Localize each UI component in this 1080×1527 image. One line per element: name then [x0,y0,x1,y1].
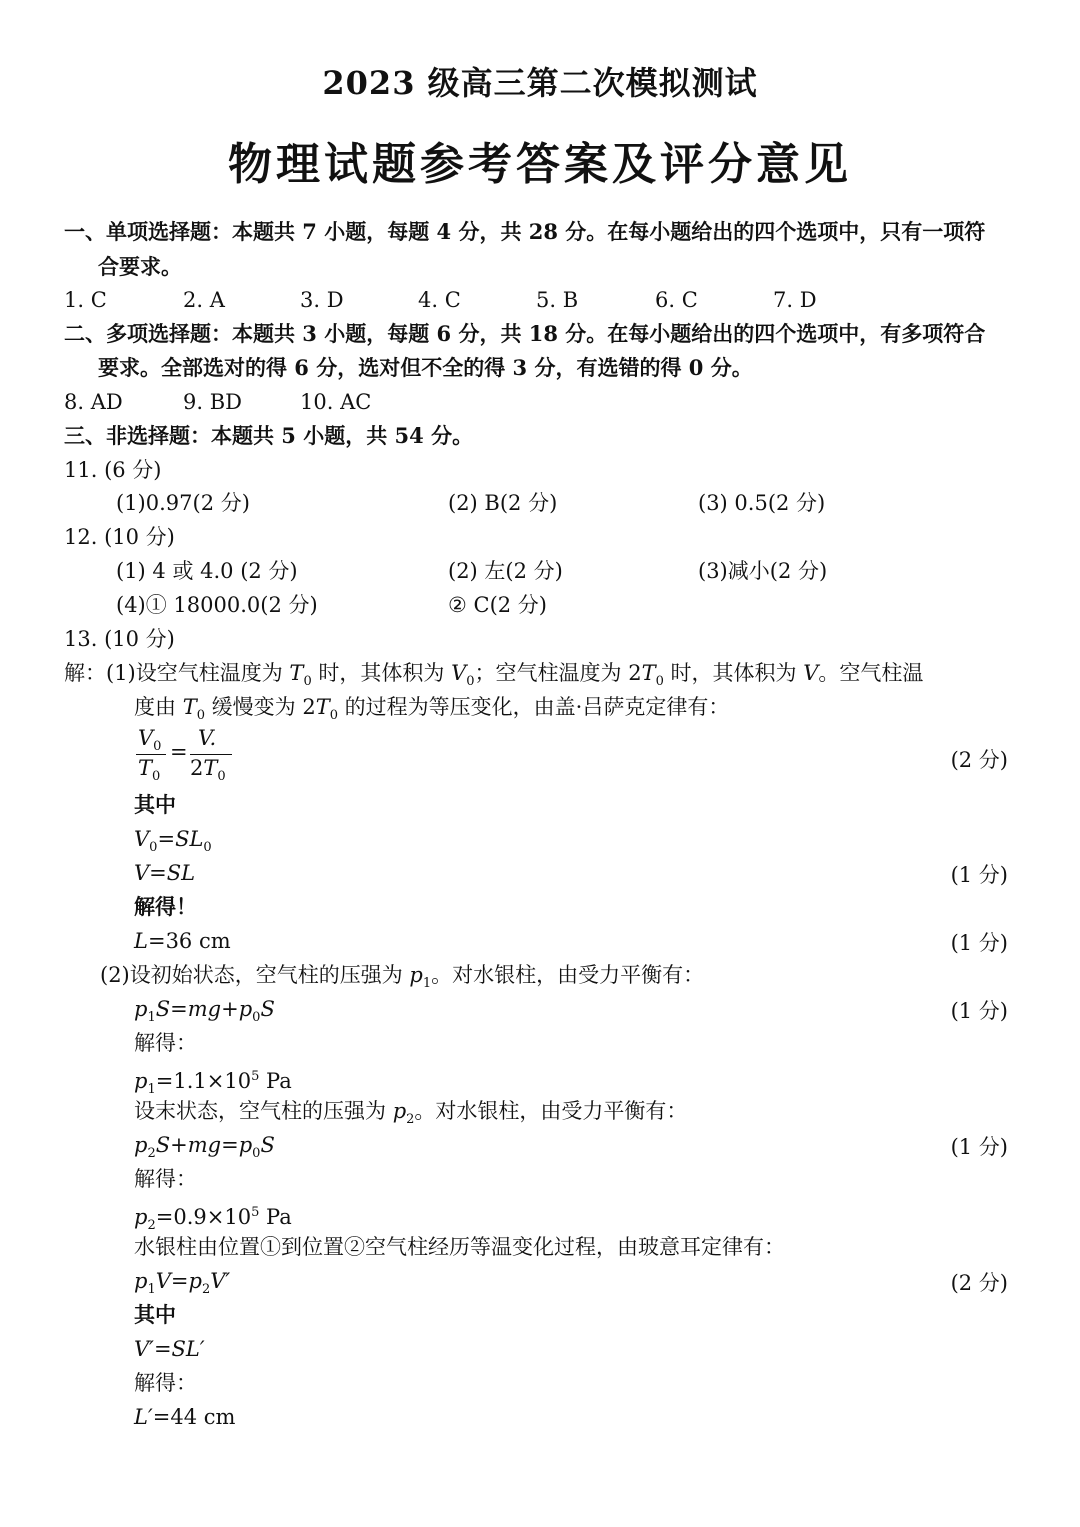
answer-6: 6. C [655,288,698,312]
eq-vprime: V′=SL′ [134,1337,205,1361]
question-11-heading: 11. (6 分) [64,458,162,482]
eq-p1: $p_1=1.1\times 10^5$ Pa [134,1069,292,1098]
q13-boyle-line: 水银柱由位置①到位置②空气柱经历等温变化过程，由玻意耳定律有： [134,1235,785,1259]
section1-heading-line1: 一、单项选择题：本题共 7 小题，每题 4 分，共 28 分。在每小题给出的四个选项中，只有一项符 [64,219,986,244]
q13-qizhong-1: 其中 [134,792,176,817]
score-v: (1 分) [950,863,1008,887]
question-13-heading: 13. (10 分) [64,627,175,651]
score-balance-2: (1 分) [950,1135,1008,1159]
answer-1: 1. C [64,288,107,312]
q12-answer-5: ② C(2 分) [448,593,547,617]
answer-10: 10. AC [300,390,372,414]
answer-sheet-page: 2023 级高三第二次模拟测试 物理试题参考答案及评分意见 一、单项选择题：本题共 7 小题，每题 4 分，共 28 分。在每小题给出的四个选项中，只有一项符 合要求。 1. C 2. A 3. D 4. C 5. B 6. C 7. D 二、多项选择题：本题共 3 小题，每题 6 分，共 18 分。在每小题给出的四个选项中，有多项符合 要求。全部选对的得 6 分，选对但不全的得 3 分，有选错的得 0 分。 8. AD 9. BD 10. AC 三、非选择题：本题共 5 小题，共 54 分。 11. (6 分) (1)0.97(2 分) (2) B(2 分) (3) 0.5(2 分) 12. (10 分) (1) 4 或 4.0 (2 分) (2) 左(2 分) (3)减小(2 分) (4)① 18000.0(2 分) ② C(2 分) 13. (10 分) 解：(1)设空气柱温度为 $T_0$ 时，其体积为 $V_0$；空气柱温度为 $2T_0$ 时，其体积为 V。空气柱温 度由 $T_0$ 缓慢变为 $2T_0$ 的过程为等压变化，由盖·吕萨克定律有： $V_0$ $T_0$ = V. $2T_0$ (2 分) 其中 $V_0=SL_0$ V=SL (1 分) 解得！ L=36 cm (1 分) (2)设初始状态，空气柱的压强为 $p_1$。对水银柱，由受力平衡有： $p_1S=mg+p_0S$ (1 分) 解得： $p_1=1.1\times 10^5$ Pa 设末状态，空气柱的压强为 $p_2$。对水银柱，由受力平衡有： $p_2S+mg=p_0S$ (1 分) 解得： $p_2=0.9\times 10^5$ Pa 水银柱由位置①到位置②空气柱经历等温变化过程，由玻意耳定律有： $p_1V=p_2V'$ (2 分) 其中 V′=SL′ 解得： L′=44 cm [0,0,1080,1527]
q13-qizhong-2: 其中 [134,1302,176,1327]
exam-title: 2023 级高三第二次模拟测试 [322,64,758,102]
answer-2: 2. A [183,288,225,312]
q11-answer-1: (1)0.97(2 分) [116,491,250,515]
eq-balance-1: $p_1S=mg+p_0S$ [134,997,275,1026]
q13-part2-line1: (2)设初始状态，空气柱的压强为 $p_1$。对水银柱，由受力平衡有： [100,963,705,992]
question-12-heading: 12. (10 分) [64,525,175,549]
q12-answer-1: (1) 4 或 4.0 (2 分) [116,559,298,583]
eq-v: V=SL [134,861,196,885]
document-title: 物理试题参考答案及评分意见 [228,139,852,190]
answer-3: 3. D [300,288,344,312]
score-balance-1: (1 分) [950,999,1008,1023]
q13-jiede-1: 解得！ [134,894,197,919]
score-boyle: (2 分) [950,1271,1008,1295]
q13-jiede-4: 解得： [134,1371,197,1395]
eq-boyle: $p_1V=p_2V'$ [134,1269,231,1298]
answer-8: 8. AD [64,390,123,414]
q13-jiede-2: 解得： [134,1031,197,1055]
score-L: (1 分) [950,931,1008,955]
eq-Lprime: L′=44 cm [134,1405,236,1429]
section2-heading-line2: 要求。全部选对的得 6 分，选对但不全的得 3 分，有选错的得 0 分。 [98,355,753,380]
answer-9: 9. BD [183,390,242,414]
score-gay-lussac: (2 分) [950,748,1008,772]
q13-final-state-line: 设末状态，空气柱的压强为 $p_2$。对水银柱，由受力平衡有： [134,1099,688,1128]
q13-part1-line1: 解：(1)设空气柱温度为 $T_0$ 时，其体积为 $V_0$；空气柱温度为 $2T_0$ 时，其体积为 V。空气柱温 [64,661,924,690]
answer-5: 5. B [536,288,579,312]
eq-L: L=36 cm [134,929,231,953]
q11-answer-3: (3) 0.5(2 分) [698,491,826,515]
q12-answer-2: (2) 左(2 分) [448,559,563,583]
q12-answer-3: (3)减小(2 分) [698,559,828,583]
section1-heading-line2: 合要求。 [98,254,182,279]
q11-answer-2: (2) B(2 分) [448,491,558,515]
eq-v0: $V_0=SL_0$ [134,827,212,856]
answer-7: 7. D [773,288,817,312]
answer-4: 4. C [418,288,461,312]
eq-balance-2: $p_2S+mg=p_0S$ [134,1133,275,1162]
eq-p2: $p_2=0.9\times 10^5$ Pa [134,1205,292,1234]
section2-heading-line1: 二、多项选择题：本题共 3 小题，每题 6 分，共 18 分。在每小题给出的四个选项中，有多项符合 [64,321,986,346]
q13-jiede-3: 解得： [134,1167,197,1191]
q13-part1-line2: 度由 $T_0$ 缓慢变为 $2T_0$ 的过程为等压变化，由盖·吕萨克定律有： [134,695,730,724]
section3-heading: 三、非选择题：本题共 5 小题，共 54 分。 [64,423,474,448]
q12-answer-4: (4)① 18000.0(2 分) [116,593,318,617]
